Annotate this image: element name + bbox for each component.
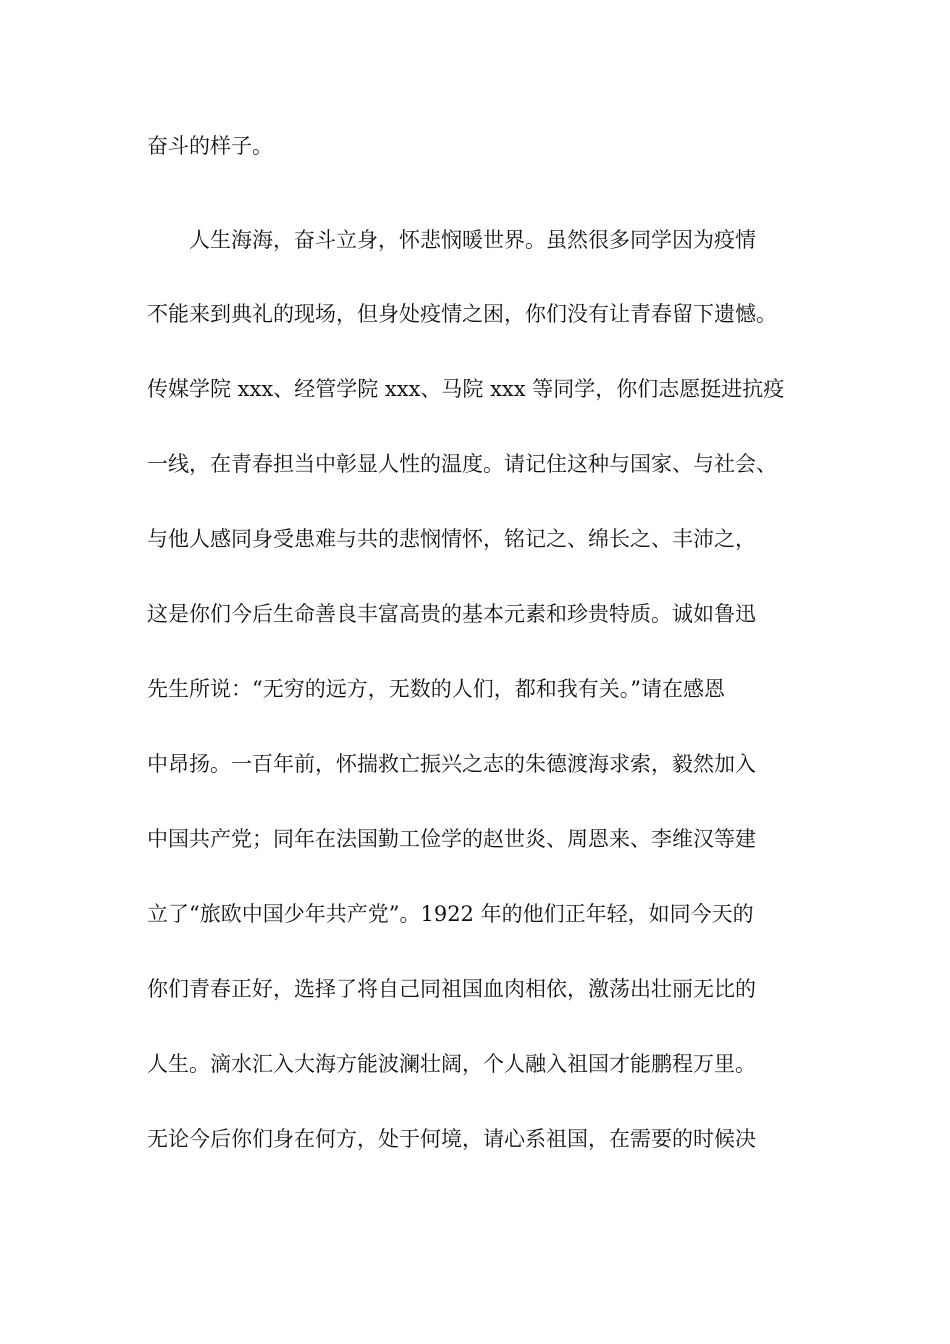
text-line: 不能来到典礼的现场，但身处疫情之困，你们没有让青春留下遗憾。: [147, 302, 777, 326]
text-line: 无论今后你们身在何方，处于何境，请心系祖国，在需要的时候决: [147, 1127, 756, 1151]
text-line: 这是你们今后生命善良丰富高贵的基本元素和珍贵特质。诚如鲁迅: [147, 602, 756, 626]
text-line: 奋斗的样子。: [147, 134, 273, 158]
text-line: 人生。滴水汇入大海方能波澜壮阔，个人融入祖国才能鹏程万里。: [147, 1052, 756, 1076]
paragraph-first-line: 人生海海，奋斗立身，怀悲悯暖世界。虽然很多同学因为疫情: [189, 228, 756, 252]
text-line: 先生所说：“无穷的远方，无数的人们，都和我有关。”请在感恩: [147, 677, 725, 701]
text-line: 中国共产党；同年在法国勤工俭学的赵世炎、周恩来、李维汉等建: [147, 827, 756, 851]
text-line: 你们青春正好，选择了将自己同祖国血肉相依，激荡出壮丽无比的: [147, 977, 756, 1001]
text-line: 立了“旅欧中国少年共产党”。1922 年的他们正年轻，如同今天的: [147, 902, 754, 926]
text-line: 与他人感同身受患难与共的悲悯情怀，铭记之、绵长之、丰沛之，: [147, 527, 756, 551]
text-line: 一线，在青春担当中彰显人性的温度。请记住这种与国家、与社会、: [147, 452, 777, 476]
text-line: 传媒学院 xxx、经管学院 xxx、马院 xxx 等同学，你们志愿挺进抗疫: [147, 377, 785, 401]
text-line: 中昂扬。一百年前，怀揣救亡振兴之志的朱德渡海求索，毅然加入: [147, 752, 756, 776]
